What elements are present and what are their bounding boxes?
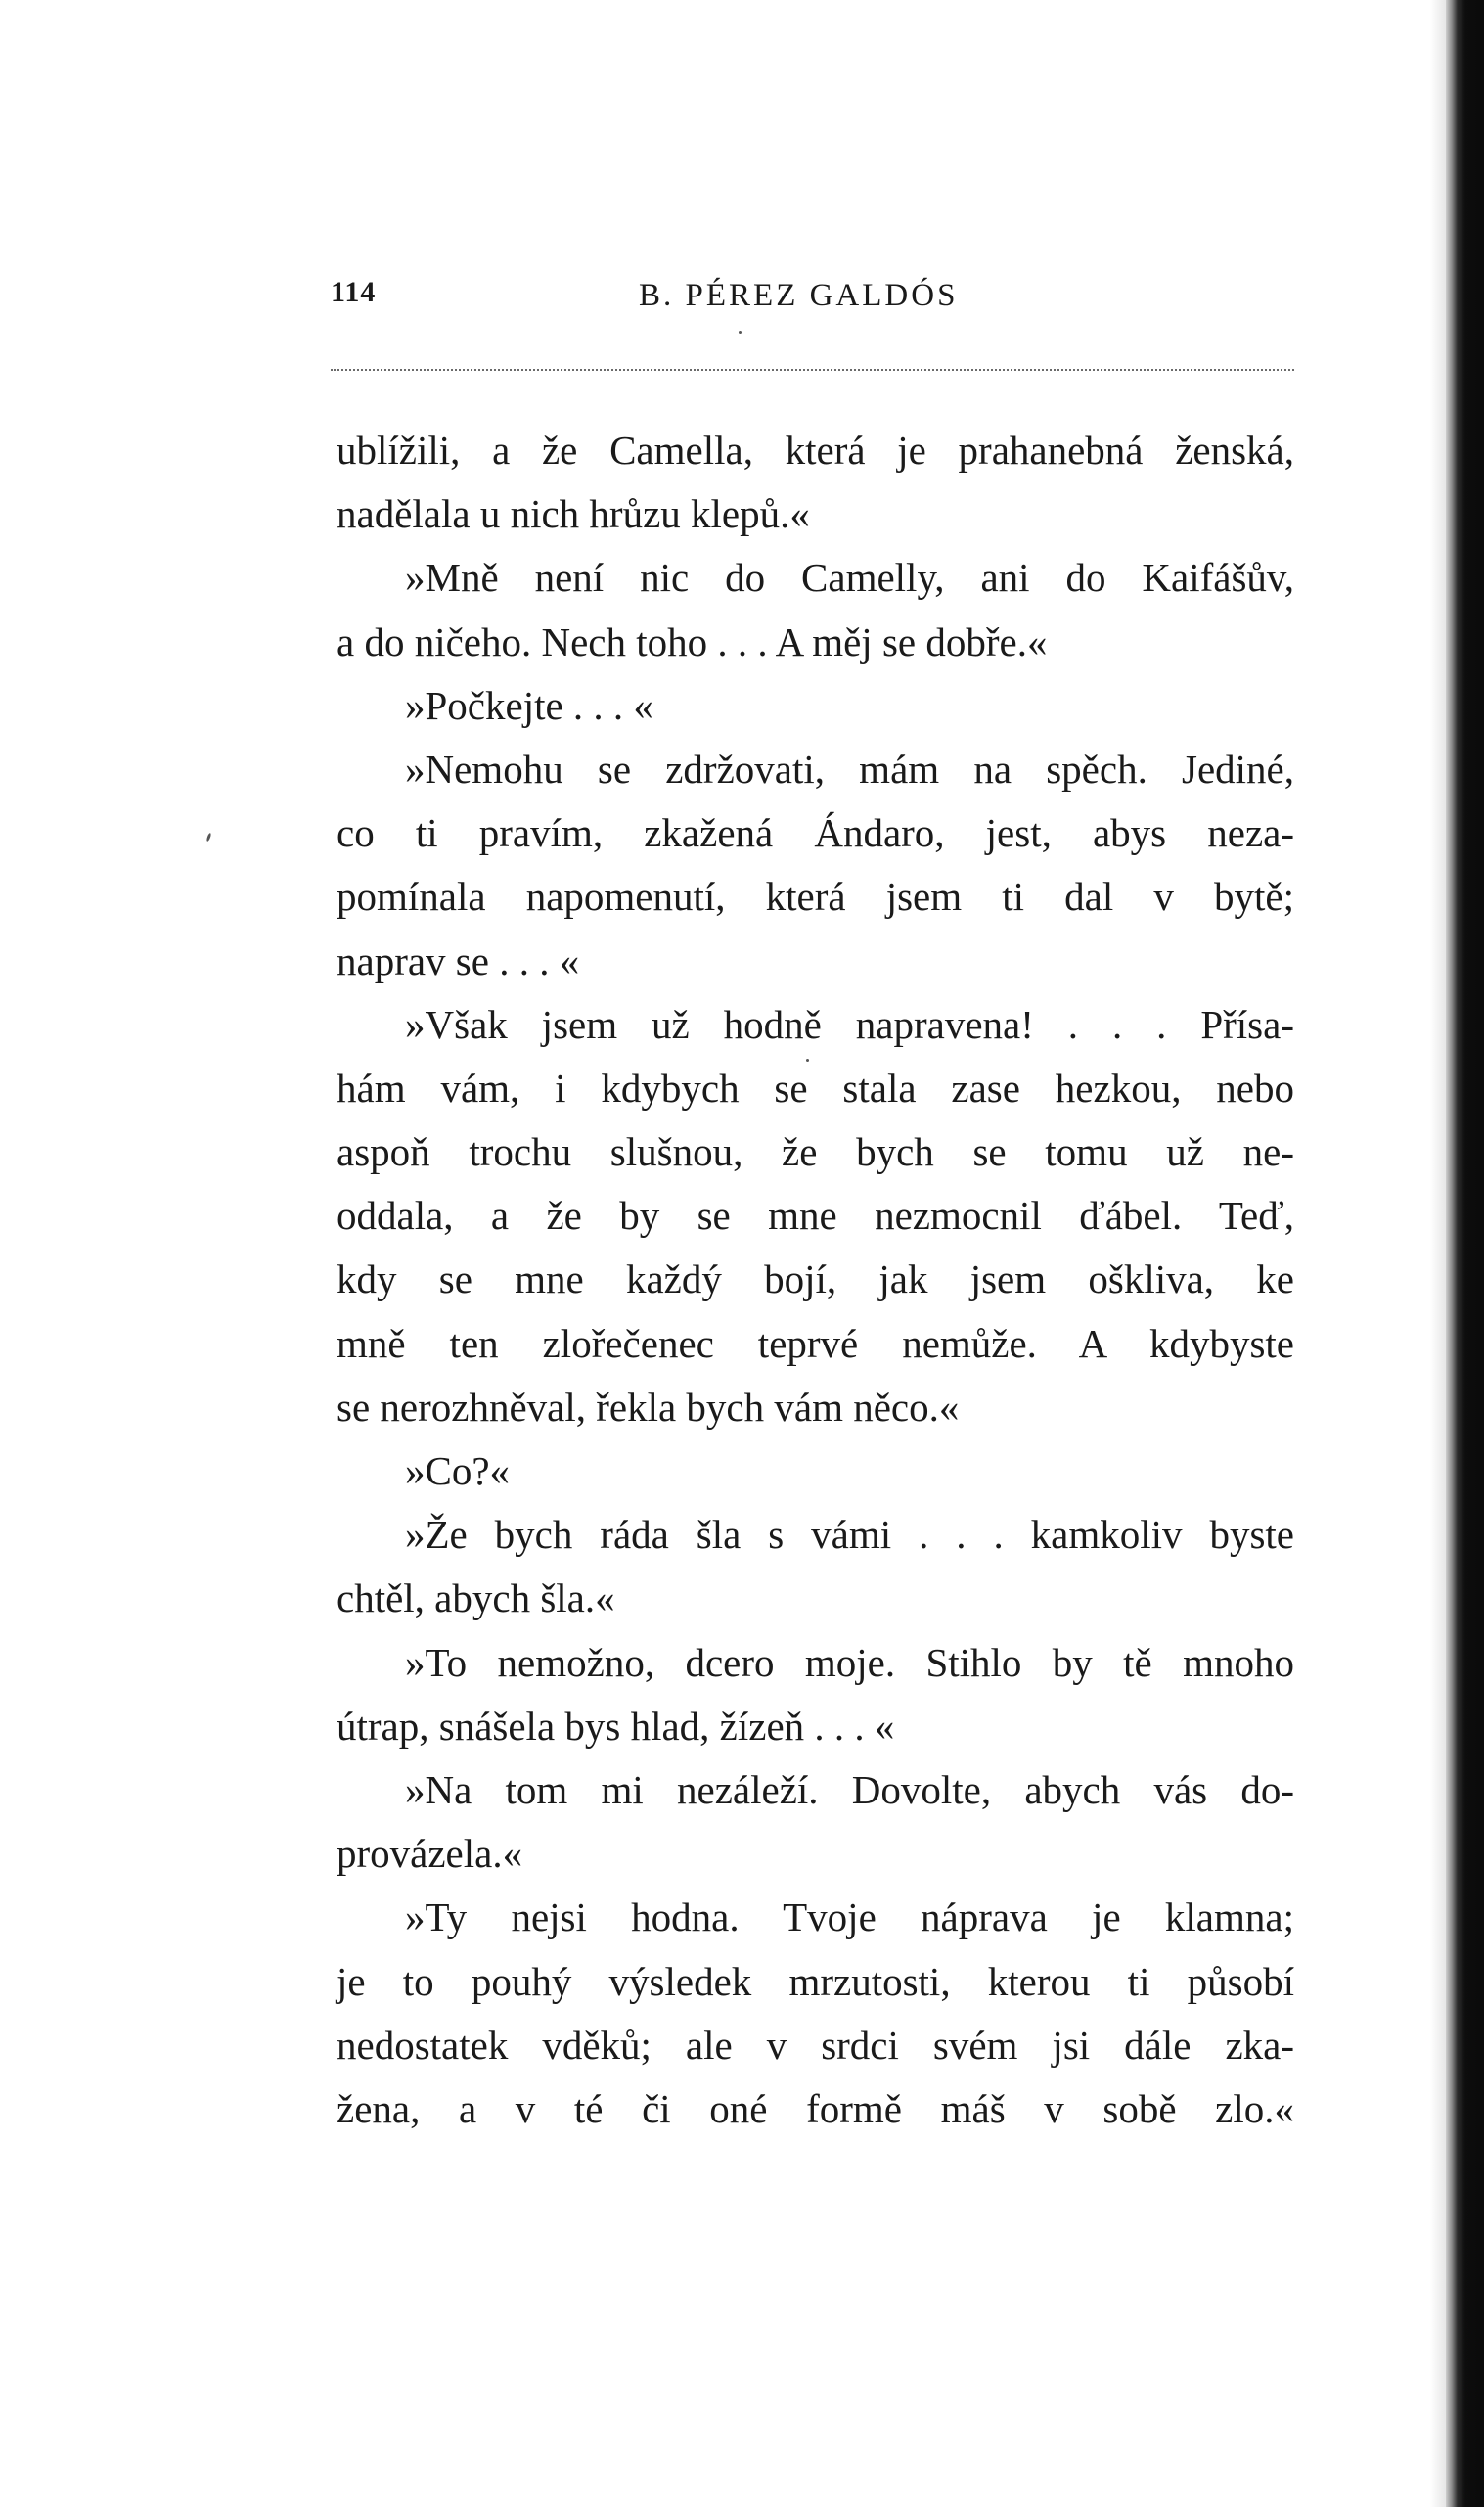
- paper-speck: [739, 331, 742, 334]
- text-line: nadělala u nich hrůzu klepů.«: [337, 491, 810, 537]
- page-edge-shade: [1430, 0, 1446, 2507]
- text-line: »Že bych ráda šla s vámi . . . kamkoliv byste: [405, 1512, 1294, 1558]
- text-line: je to pouhý výsledek mrzutosti, kterou ti působí: [337, 1958, 1294, 2004]
- text-line: se nerozhněval, řekla bych vám něco.«: [337, 1384, 960, 1430]
- paper-speck: [206, 833, 212, 842]
- text-line: nedostatek vděků; ale v srdci svém jsi dále zka-: [337, 2022, 1294, 2068]
- text-line: žena, a v té či oné formě máš v sobě zlo.«: [337, 2085, 1294, 2131]
- header-rule: [331, 369, 1294, 371]
- text-line: naprav se . . . «: [337, 937, 580, 983]
- text-line: pomínala napomenutí, která jsem ti dal v bytě;: [337, 874, 1294, 920]
- text-line: mně ten zlořečenec teprvé nemůže. A kdybyste: [337, 1320, 1294, 1366]
- text-line: »Mně není nic do Camelly, ani do Kaifášův,: [405, 555, 1294, 601]
- text-line: »Nemohu se zdržovati, mám na spěch. Jediné,: [405, 746, 1294, 792]
- body-text: [337, 419, 1294, 2141]
- text-line: chtěl, abych šla.«: [337, 1575, 615, 1621]
- text-line: »Však jsem už hodně napravena! . . . Přísa-: [405, 1001, 1294, 1047]
- text-line: »Co?«: [405, 1448, 511, 1493]
- text-line: »To nemožno, dcero moje. Stihlo by tě mnoho: [405, 1639, 1294, 1685]
- page-number: 114: [331, 276, 377, 308]
- text-line: oddala, a že by se mne nezmocnil ďábel. Teď,: [337, 1193, 1294, 1239]
- text-line: aspoň trochu slušnou, že bych se tomu už ne-: [337, 1129, 1294, 1175]
- text-line: a do ničeho. Nech toho . . . A měj se dobře.«: [337, 618, 1048, 664]
- text-line: »Počkejte . . . «: [405, 682, 653, 728]
- text-line: »Ty nejsi hodna. Tvoje náprava je klamna;: [405, 1894, 1294, 1940]
- text-line: ublížili, a že Camella, která je prahanebná ženská,: [337, 428, 1294, 473]
- text-line: útrap, snášela bys hlad, žízeň . . . «: [337, 1703, 895, 1749]
- text-line: hám vám, i kdybych se stala zase hezkou, nebo: [337, 1065, 1294, 1111]
- page-header: [331, 276, 1301, 325]
- scan-border: [1446, 0, 1484, 2507]
- text-line: co ti pravím, zkažená Ándaro, jest, abys neza-: [337, 810, 1294, 856]
- text-line: provázela.«: [337, 1831, 523, 1877]
- paper-speck: [806, 1059, 809, 1062]
- text-line: »Na tom mi nezáleží. Dovolte, abych vás do-: [405, 1766, 1294, 1812]
- text-line: kdy se mne každý bojí, jak jsem oškliva, ke: [337, 1256, 1294, 1302]
- running-head: B. PÉREZ GALDÓS: [639, 278, 959, 313]
